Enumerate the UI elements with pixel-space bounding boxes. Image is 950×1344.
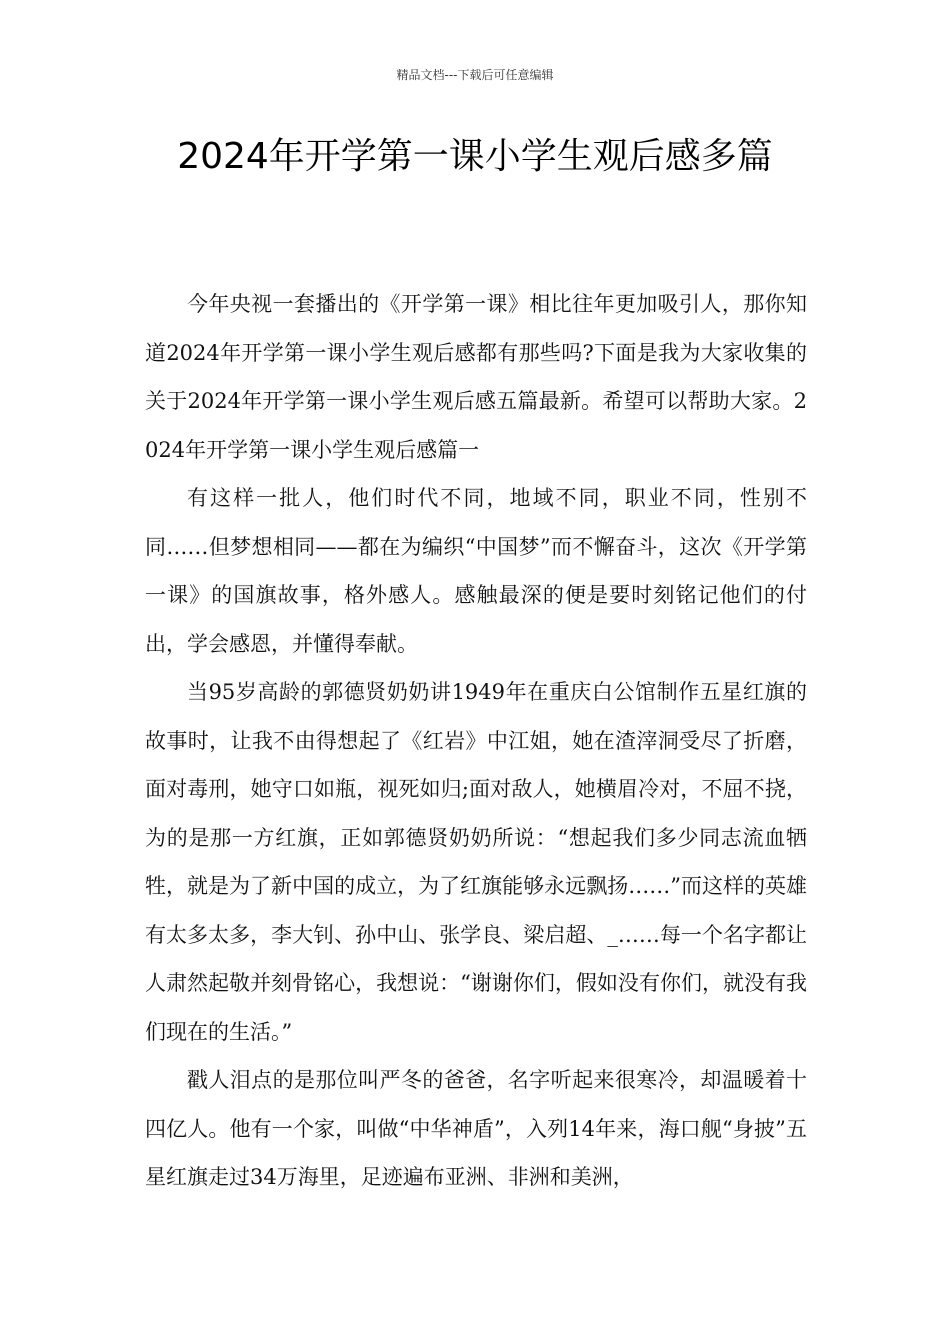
- paragraph-3: 当95岁高龄的郭德贤奶奶讲1949年在重庆白公馆制作五星红旗的故事时，让我不由得想起了《红岩》中江姐，她在渣滓洞受尽了折磨，面对毒刑，她守口如瓶，视死如归;面对敌人，她横眉冷对，不屈不挠，为的是那一方红旗，正如郭德贤奶奶所说：“想起我们多少同志流血牺牲，就是为了新中国的成立，为了红旗能够永远飘扬……”而这样的英雄有太多太多，李大钊、孙中山、张学良、梁启超、_……每一个名字都让人肃然起敬并刻骨铭心，我想说：“谢谢你们，假如没有你们，就没有我们现在的生活。”: [145, 680, 807, 1044]
- document-body: [145, 280, 807, 1202]
- document-title: 2024年开学第一课小学生观后感多篇: [177, 136, 773, 177]
- paragraph-4: 戳人泪点的是那位叫严冬的爸爸，名字听起来很寒冷，却温暖着十四亿人。他有一个家，叫做“中华神盾”，入列14年来，海口舰“身披”五星红旗走过34万海里，足迹遍布亚洲、非洲和美洲，: [145, 1068, 807, 1189]
- paragraph-1: 今年央视一套播出的《开学第一课》相比往年更加吸引人，那你知道2024年开学第一课小学生观后感都有那些吗?下面是我为大家收集的关于2024年开学第一课小学生观后感五篇最新。希望可以帮助大家。2024年开学第一课小学生观后感篇一: [145, 292, 807, 462]
- paragraph-2: 有这样一批人，他们时代不同，地域不同，职业不同，性别不同……但梦想相同——都在为编织“中国梦”而不懈奋斗，这次《开学第一课》的国旗故事，格外感人。感触最深的便是要时刻铭记他们的付出，学会感恩，并懂得奉献。: [145, 486, 807, 656]
- header-note: 精品文档---下载后可任意编辑: [396, 68, 554, 82]
